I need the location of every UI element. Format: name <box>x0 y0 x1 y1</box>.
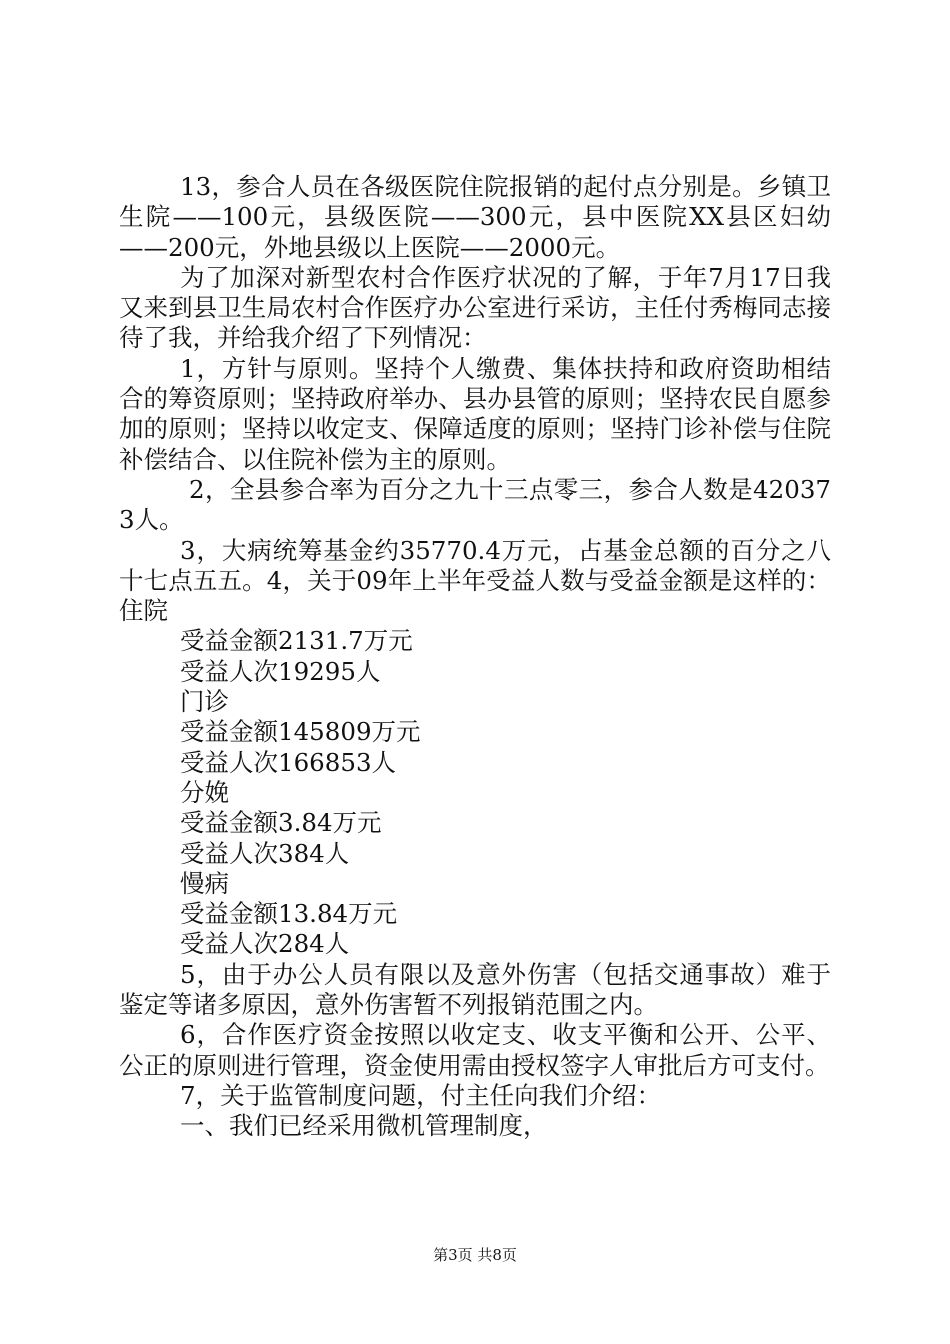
paragraph-hospital-deductibles: 13，参合人员在各级医院住院报销的起付点分别是。乡镇卫生院——100元，县级医院——300元，县中医院XX县区妇幼——200元，外地县级以上医院——2000元。 <box>119 172 831 262</box>
list-item: 受益人次19295人 <box>180 656 381 686</box>
paragraph-accident-exclusion: 5，由于办公人员有限以及意外伤害（包括交通事故）难于鉴定等诸多原因，意外伤害暂不列报销范围之内。 <box>119 959 831 1020</box>
paragraph-supervision-intro: 7，关于监管制度问题，付主任向我们介绍： <box>180 1080 662 1110</box>
list-item: 慢病 <box>180 868 229 898</box>
page-footer: 第3页 共8页 <box>433 1246 517 1264</box>
paragraph-principles: 1，方针与原则。坚持个人缴费、集体扶持和政府资助相结合的筹资原则；坚持政府举办、县办县管的原则；坚持农民自愿参加的原则；坚持以收定支、保障适度的原则；坚持门诊补偿与住院补偿结合、以住院补偿为主的原则。 <box>119 353 831 474</box>
list-item: 受益人次384人 <box>180 838 350 868</box>
list-item: 受益人次284人 <box>180 929 350 959</box>
list-item: 门诊 <box>180 687 229 717</box>
paragraph-fund-management: 6，合作医疗资金按照以收定支、收支平衡和公开、公平、公正的原则进行管理，资金使用需由授权签字人审批后方可支付。 <box>119 1020 831 1080</box>
list-item: 受益金额145809万元 <box>180 717 421 747</box>
list-item: 受益金额13.84万元 <box>180 899 398 929</box>
paragraph-computer-management: 一、我们已经采用微机管理制度， <box>180 1111 548 1141</box>
paragraph-interview-intro: 为了加深对新型农村合作医疗状况的了解，于年7月17日我又来到县卫生局农村合作医疗办公室进行采访，主任付秀梅同志接待了我，并给我介绍了下列情况： <box>119 262 831 353</box>
list-item: 受益人次166853人 <box>180 747 397 777</box>
document-body <box>119 172 831 1142</box>
list-item: 受益金额2131.7万元 <box>180 626 413 656</box>
list-item: 分娩 <box>180 777 229 807</box>
paragraph-participation-rate: 2，全县参合率为百分之九十三点零三，参合人数是420373人。 <box>119 474 831 535</box>
paragraph-fund-and-beneficiaries: 3，大病统筹基金约35770.4万元，占基金总额的百分之八十七点五五。4，关于09年上半年受益人数与受益金额是这样的：住院 <box>119 535 831 626</box>
list-item: 受益金额3.84万元 <box>180 808 382 838</box>
benefit-list <box>119 626 831 959</box>
